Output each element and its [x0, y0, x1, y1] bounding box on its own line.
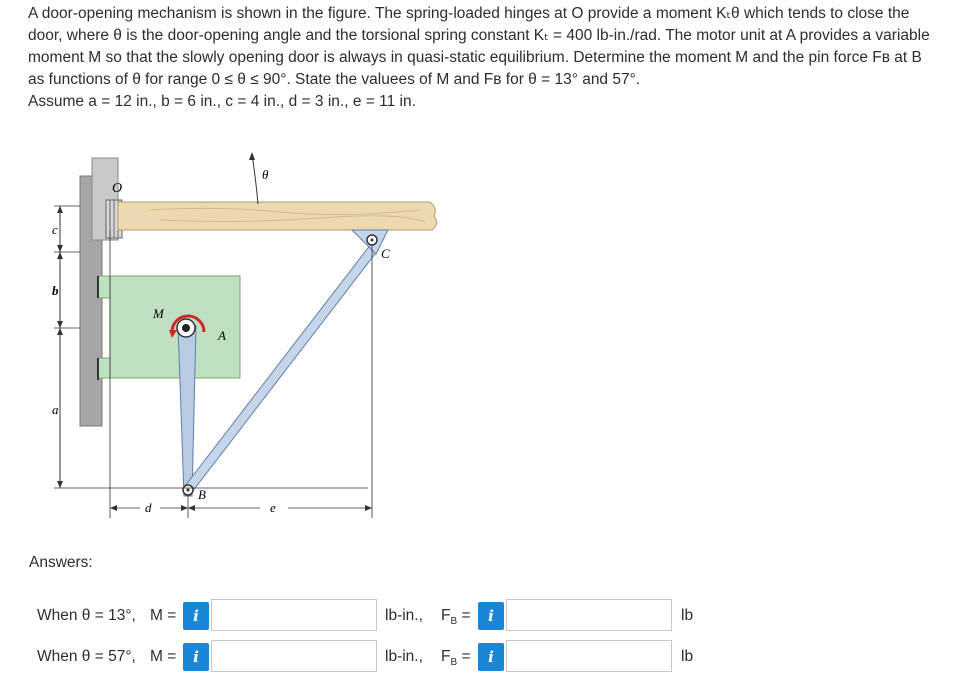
label-b-dim: b [52, 283, 59, 298]
label-b-point: B [198, 487, 206, 502]
label-a-point: A [218, 328, 226, 343]
moment-unit: lb-in., [385, 607, 423, 624]
moment-input[interactable] [211, 640, 377, 672]
answers-label: Answers: [29, 554, 93, 571]
answer-row-13 [0, 599, 958, 633]
info-icon[interactable]: i [183, 643, 209, 671]
info-icon[interactable]: i [478, 643, 504, 671]
label-c-dim: c [52, 222, 58, 237]
moment-unit: lb-in., [385, 648, 423, 665]
problem-line: Assume a = 12 in., b = 6 in., c = 4 in., d = 3 in., e = 11 in. [28, 93, 416, 110]
fb-label: $F_B$ = [441, 648, 471, 669]
label-a-dim: a [52, 402, 59, 417]
info-icon[interactable]: i [478, 602, 504, 630]
theta-arrow [252, 154, 258, 204]
mechanism-figure [20, 146, 460, 526]
arm-ab [178, 326, 196, 496]
m-label: M = [150, 648, 177, 665]
answer-row-57 [0, 640, 958, 674]
fb-label: $F_B$ = [441, 607, 471, 628]
label-e: e [270, 500, 276, 515]
fb-input[interactable] [506, 640, 672, 672]
label-d: d [145, 500, 152, 515]
fb-unit: lb [681, 607, 694, 624]
problem-statement [28, 3, 943, 113]
m-label: M = [150, 607, 177, 624]
problem-line: A door-opening mechanism is shown in the figure. The spring-loaded hinges at O provide a moment Kₜθ which tends to close the [28, 5, 910, 22]
motor-base [110, 276, 240, 378]
problem-line: as functions of θ for range 0 ≤ θ ≤ 90°. State the valuees of M and Fʙ for θ = 13° and 57°. [28, 71, 641, 88]
problem-line: moment M so that the slowly opening door is always in quasi-static equilibrium. Determine the moment M and the pin force Fʙ at B [28, 49, 922, 66]
label-c-point: C [381, 246, 390, 261]
condition-label: When θ = 13°, [37, 607, 136, 624]
label-theta: θ [262, 167, 269, 182]
fb-unit: lb [681, 648, 694, 665]
label-m: M [153, 306, 164, 321]
problem-line: door, where θ is the door-opening angle and the torsional spring constant Kₜ = 400 lb-in./rad. The motor unit at A provides a variable [28, 27, 930, 44]
fb-input[interactable] [506, 599, 672, 631]
info-icon[interactable]: i [183, 602, 209, 630]
condition-label: When θ = 57°, [37, 648, 136, 665]
label-o: O [112, 181, 123, 196]
moment-input[interactable] [211, 599, 377, 631]
